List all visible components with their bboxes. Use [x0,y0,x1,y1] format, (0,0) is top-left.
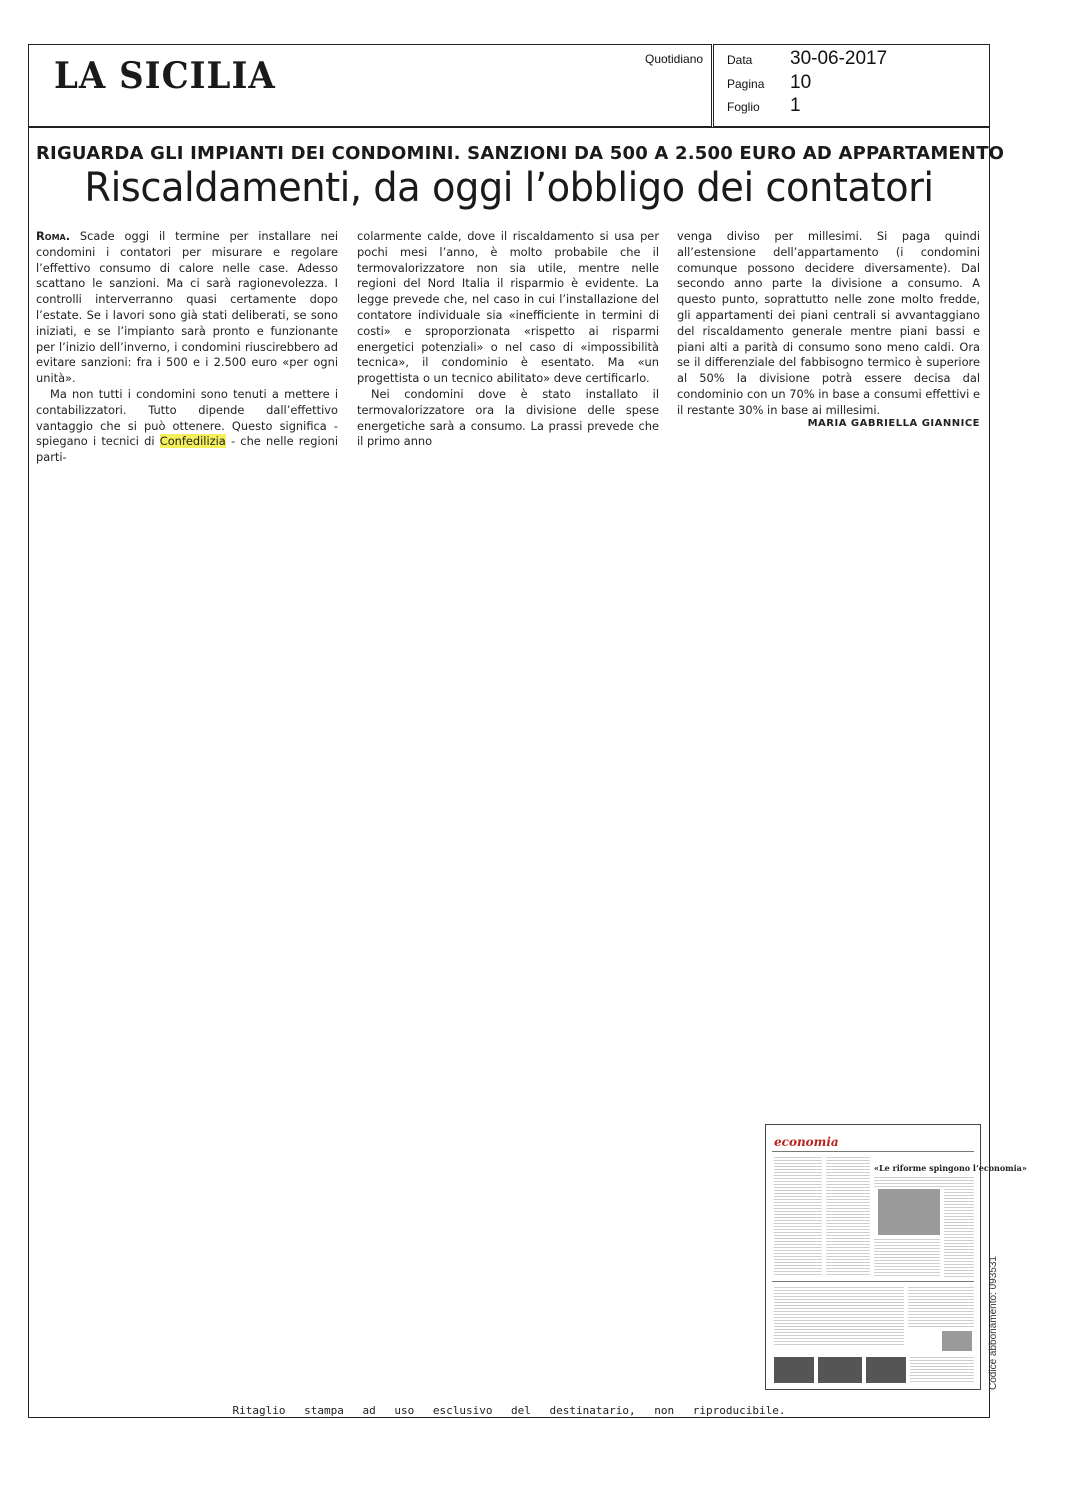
thumbnail-rule [772,1281,974,1282]
periodicity-label: Quotidiano [645,52,704,66]
thumbnail-column [774,1157,822,1277]
paragraph-1-text: Scade oggi il termine per installare nei condomini i contatori per misurare e regolare l’effettivo consumo di calore nelle case. Adesso scattano le sanzioni. Ma ci sarà ragionevolezza. I controlli interverranno quasi certamente dopo l’estate. Se i lavori sono già stati deliberati, se sono iniziati, e se l’impianto sarà pronto e funzionante per l’inizio dell’inverno, i condomini riuscirebbero ad evitare sanzioni: fra i 500 e i 2.500 euro «per ogni unità». [36,229,338,386]
thumbnail-ad [818,1357,862,1383]
paragraph-3: Nei condomini dove è stato installato il termovalorizzatore ora la divisione delle spese energetiche sarà a consumo. La prassi prevede che il primo anno [357,386,659,449]
paragraph-2-end-part1: - che nelle regioni parti- [36,434,338,465]
masthead-logo: LA SICILIA [54,54,276,98]
thumbnail-column [874,1177,974,1187]
paragraph-3-continued: venga diviso per millesimi. Si paga quindi all’estensione dell’appartamento (i condomini comunque possono decidere diversamente). Dal secondo anno parte la divisione a consumo. A questo punto, soprattutto nelle zone molto fredde, gli appartamenti dei piani centrali si avvantaggiano del riscaldamento generale mentre piani bassi e piani alti a parità di consumo sono meno caldi. Ora se il differenziale del fabbisogno termico è superiore al 50% la divisione potrà essere decisa dal condominio con un 70% in base a consumi effettivi e il restante 30% in base ai millesimi. [677,229,980,417]
article-kicker: RIGUARDA GLI IMPIANTI DEI CONDOMINI. SANZIONI DA 500 A 2.500 EURO AD APPARTAMENTO [36,143,1005,164]
thumbnail-column [874,1239,940,1277]
meta-page-label: Pagina [727,77,765,91]
paragraph-2-continued: colarmente calde, dove il riscaldamento si usa per pochi mesi l’anno, è molto probabile che il termovalorizzatore non sia utile, mentre nelle regioni del Nord Italia il risparmio è evidente. La legge prevede che, nel caso in cui l’installazione del contatore individuale sia «inefficiente in termini di costi» e sproporzionata «rispetto ai risparmi energetici potenziali» o nel caso di «impossibilità tecnica», il condominio è esentato. Ma «un progettista o un tecnico abilitato» deve certificarlo. [357,229,659,386]
thumbnail-photo [942,1331,972,1351]
subscription-code: Codice abbonamento: 093531 [988,1256,999,1390]
paragraph-2 [36,387,338,466]
footer-disclaimer: Ritaglio stampa ad uso esclusivo del destinatario, non riproducibile. [232,1404,786,1417]
article-column-3 [677,229,980,419]
article-headline: Riscaldamenti, da oggi l’obbligo dei contatori [84,165,934,211]
thumbnail-column [826,1157,870,1277]
thumbnail-headline: «Le riforme spingono l’economia» [874,1163,1027,1173]
article-column-1 [36,229,338,466]
article-column-2 [357,229,659,450]
thumbnail-column [908,1287,974,1327]
thumbnail-column [774,1287,904,1345]
meta-date-value: 30-06-2017 [790,48,888,69]
thumbnail-rule [772,1151,974,1152]
thumbnail-ad [866,1357,906,1383]
thumbnail-column [944,1189,974,1277]
thumbnail-section-title: economia [774,1135,839,1149]
meta-sheet-label: Foglio [727,100,760,114]
highlighted-organization: Confedilizia [159,434,226,449]
byline: MARIA GABRIELLA GIANNICE [807,418,980,429]
thumbnail-photo [878,1189,940,1235]
dateline: Roma. [36,229,71,243]
thumbnail-ad [774,1357,814,1383]
meta-date-label: Data [727,53,753,67]
thumbnail-column [910,1357,974,1383]
paragraph-1 [36,229,338,387]
paragraph-2-start: Ma non tutti i condomini sono tenuti a mettere i contabilizzatori. Tutto dipende dall’effettivo vantaggio che si può ottenere. Questo significa - spiegano i tecnici di [36,386,338,449]
meta-page-value: 10 [790,72,812,93]
meta-sheet-value: 1 [790,95,801,116]
